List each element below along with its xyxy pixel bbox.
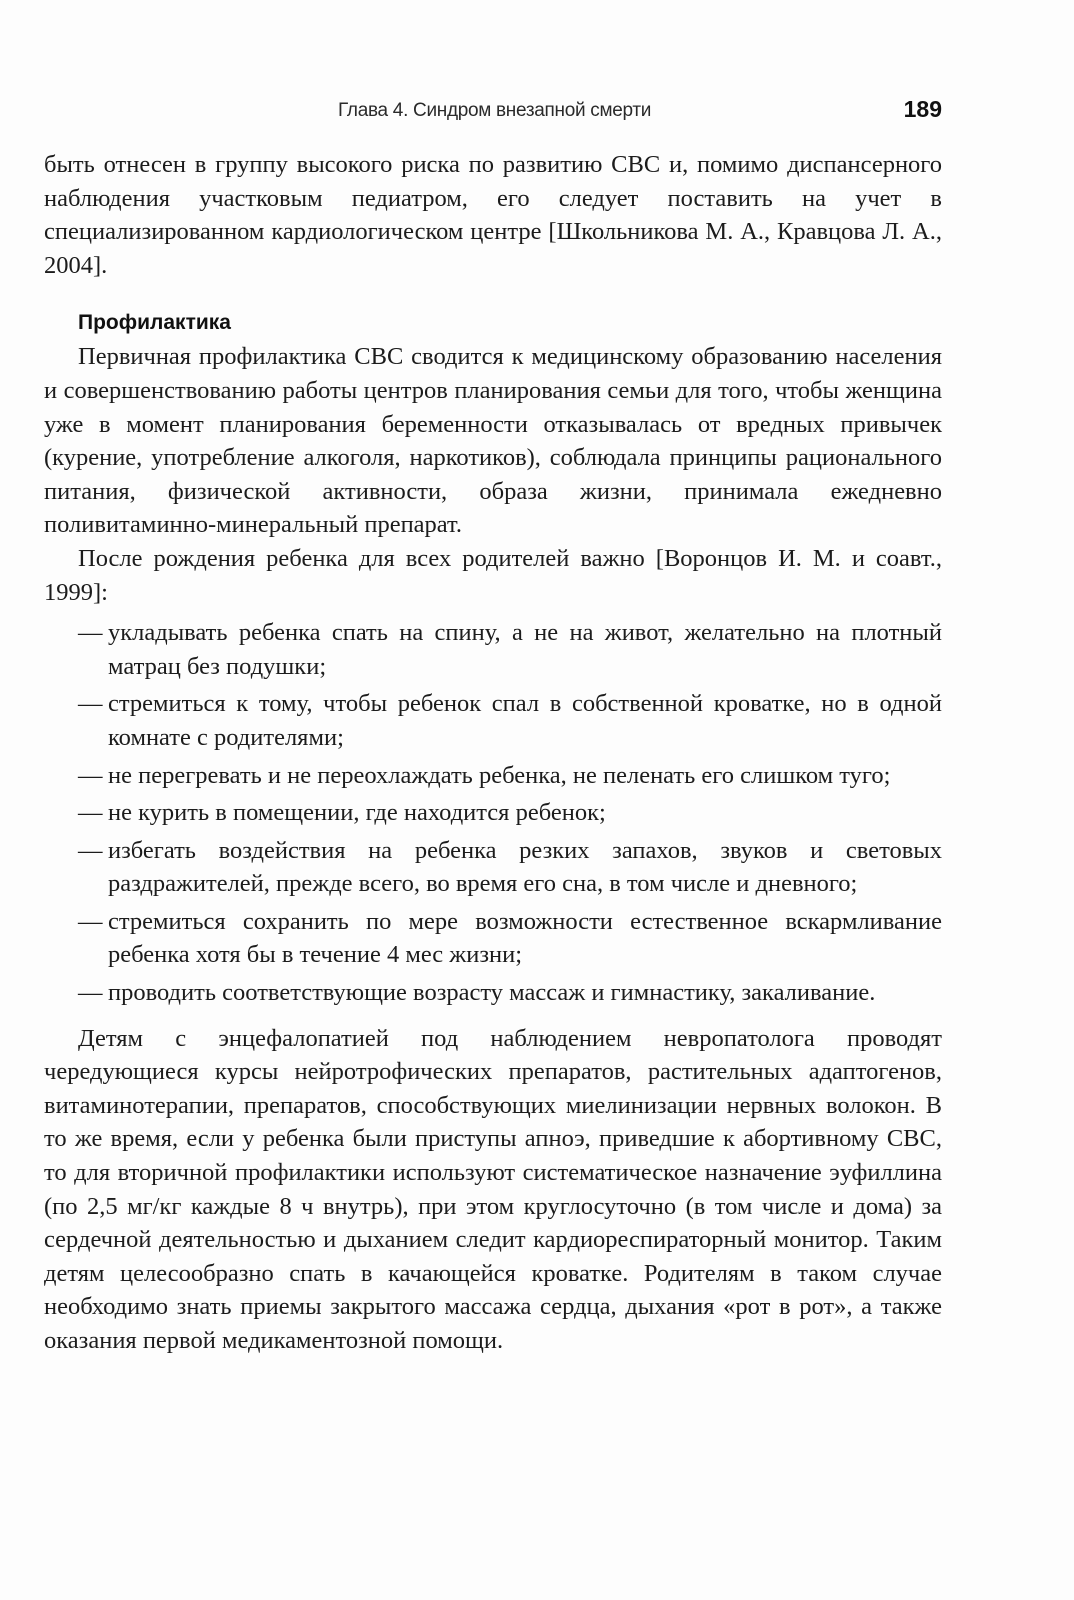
dash-bullet: — — [78, 690, 103, 718]
list-item — [44, 796, 942, 830]
page-number: 189 — [903, 96, 942, 122]
list-item-text: укладывать ребенка спать на спину, а не на живот, желательно на плотный матрац без подушки; — [108, 619, 942, 680]
dash-bullet: — — [78, 619, 103, 647]
dash-bullet: — — [78, 836, 103, 864]
list-item-text: проводить соответствующие возрасту массаж и гимнастику, закаливание. — [108, 979, 876, 1007]
paragraph-continuation: быть отнесен в группу высокого риска по развитию СВС и, помимо диспансерного наблюдения участковым педиатром, его следует поставить на учет в специализированном кардиологическом центре [Школьникова М. А., Кравцова Л. А., 2004]. — [44, 151, 942, 279]
list-item — [44, 976, 942, 1010]
list-item — [44, 616, 942, 683]
list-item-text: стремиться к тому, чтобы ребенок спал в собственной кроватке, но в одной комнате с родителями; — [108, 690, 942, 751]
list-item-text: не перегревать и не переохлаждать ребенка, не пеленать его слишком туго; — [108, 761, 891, 789]
list-item-text: избегать воздействия на ребенка резких запахов, звуков и световых раздражителей, прежде всего, во время его сна, в том числе и дневного; — [108, 836, 942, 898]
chapter-title: Глава 4. Синдром внезапной смерти — [338, 100, 652, 121]
running-header — [338, 96, 942, 130]
list-item — [44, 759, 942, 793]
dash-bullet: — — [78, 761, 103, 789]
dash-bullet: — — [78, 907, 103, 935]
page-body — [44, 148, 942, 1358]
paragraph-parents-advice: После рождения ребенка для всех родителей важно [Воронцов И. М. и соавт., 1999]: — [44, 544, 942, 606]
list-item — [44, 834, 942, 901]
list-item-text: не курить в помещении, где находится ребенок; — [108, 799, 606, 827]
list-item-text: стремиться сохранить по мере возможности естественное вскармливание ребенка хотя бы в течение 4 мес жизни; — [108, 907, 942, 969]
section-heading: Профилактика — [78, 311, 231, 335]
paragraph-primary-prevention: Первичная профилактика СВС сводится к медицинскому образованию населения и совершенствованию работы центров планирования семьи для того, чтобы женщина уже в момент планирования беременности отказывалась от вредных привычек (курение, употребление алкоголя, наркотиков), соблюдала принципы рационального питания, физической активности, образа жизни, принимала ежедневно поливитаминно-минеральный препарат. — [44, 343, 942, 539]
recommendations-list — [44, 616, 942, 1010]
dash-bullet: — — [78, 979, 103, 1007]
dash-bullet: — — [78, 799, 103, 827]
list-item — [44, 687, 942, 754]
paragraph-encephalopathy: Детям с энцефалопатией под наблюдением невропатолога проводят чередующиеся курсы нейротрофических препаратов, растительных адаптогенов, витаминотерапии, препаратов, способствующих миелинизации нервных волокон. В то же время, если у ребенка были приступы апноэ, приведшие к абортивному СВС, то для вторичной профилактики используют систематическое назначение эуфиллина (по 2,5 мг/кг каждые 8 ч внутрь), при этом круглосуточно (в том числе и дома) за сердечной деятельностью и дыханием следит кардиореспираторный монитор. Таким детям целесообразно спать в качающейся кроватке. Родителям в таком случае необходимо знать приемы закрытого массажа сердца, дыхания «рот в рот», а также оказания первой медикаментозной помощи. — [44, 1024, 942, 1354]
list-item — [44, 905, 942, 972]
